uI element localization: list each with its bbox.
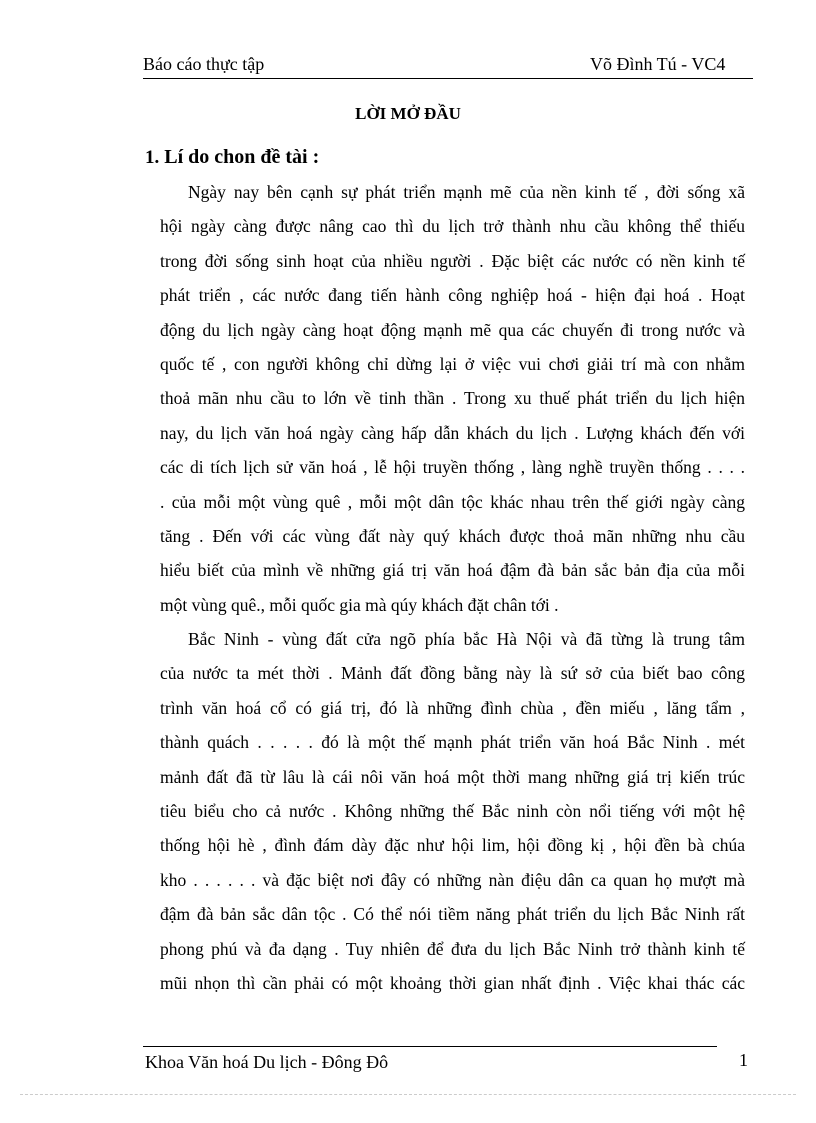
section-heading (145, 146, 319, 169)
paragraph-line: động du lịch ngày càng hoạt động mạnh mẽ qua các chuyến đi trong nước và (160, 319, 745, 340)
paragraph-line: mảnh đất đã từ lâu là cái nôi văn hoá một thời mang những giá trị kiến trúc (160, 766, 745, 787)
paragraph-1 (160, 175, 745, 622)
paragraph-line: trong đời sống sinh hoạt của nhiều người . Đặc biệt các nước có nền kinh tế (160, 250, 745, 271)
page-title: LỜI MỞ ĐẦU (355, 104, 461, 123)
paragraph-line: đậm đà bản sắc dân tộc . Có thể nói tiềm năng phát triển du lịch Bắc Ninh rất (160, 904, 745, 925)
paragraph-line: thành quách . . . . . đó là một thế mạnh phát triển văn hoá Bắc Ninh . mét (160, 732, 745, 753)
paragraph-line: hiểu biết của mình về những giá trị văn hoá đậm đà bản sắc bản địa của mỗi (160, 560, 745, 581)
paragraph-line: phong phú và đa dạng . Tuy nhiên để đưa du lịch Bắc Ninh trở thành kinh tế (160, 938, 745, 959)
footer-rule (143, 1046, 717, 1047)
section-heading-text: Lí do chon đề tài : (164, 146, 320, 168)
paragraph-line: một vùng quê., mỗi quốc gia mà qúy khách đặt chân tới . (160, 594, 559, 615)
paragraph-line: Ngày nay bên cạnh sự phát triển mạnh mẽ của nền kinh tế , đời sống xã (188, 182, 745, 202)
paragraph-line: Bắc Ninh - vùng đất cửa ngõ phía bắc Hà Nội và đã từng là trung tâm (188, 629, 745, 649)
page-number: 1 (739, 1050, 748, 1070)
section-number: 1. (145, 147, 160, 168)
paragraph-line: thoả mãn nhu cầu to lớn về tinh thần . Trong xu thuế phát triển du lịch hiện (160, 388, 745, 409)
paragraph-line: quốc tế , con người không chỉ dừng lại ở việc vui chơi giải trí mà con nhằm (160, 353, 745, 374)
paragraph-line: của nước ta mét thời . Mảnh đất đồng bằng này là sứ sở của biết bao công (160, 663, 745, 684)
header-author: Võ Đình Tú - VC4 (590, 54, 726, 74)
paragraph-line: . của mỗi một vùng quê , mỗi một dân tộc khác nhau trên thế giới ngày càng (160, 491, 745, 512)
paragraph-line: nay, du lịch văn hoá ngày càng hấp dẫn khách du lịch . Lượng khách đến với (160, 422, 745, 443)
paragraph-line: các di tích lịch sử văn hoá , lễ hội truyền thống , làng nghề truyền thống . . . . (160, 457, 745, 478)
header-report-title: Báo cáo thực tập (143, 54, 265, 74)
paragraph-line: hội ngày càng được nâng cao thì du lịch trở thành nhu cầu không thể thiếu (160, 216, 745, 237)
paragraph-line: phát triển , các nước đang tiến hành công nghiệp hoá - hiện đại hoá . Hoạt (160, 285, 745, 306)
paragraph-2 (160, 622, 745, 1000)
paragraph-line: mũi nhọn thì cần phải có một khoảng thời gian nhất định . Việc khai thác các (160, 972, 745, 993)
paragraph-line: kho . . . . . . và đặc biệt nơi đây có những nàn điệu dân ca quan họ mượt mà (160, 869, 745, 890)
footer-department: Khoa Văn hoá Du lịch - Đông Đô (145, 1052, 389, 1072)
page-edge-divider (20, 1094, 796, 1095)
paragraph-line: tăng . Đến với các vùng đất này quý khách được thoả mãn những nhu cầu (160, 525, 745, 546)
paragraph-line: thống hội hè , đình đám dày đặc như hội lim, hội đồng kị , hội đền bà chúa (160, 835, 745, 856)
paragraph-line: tiêu biểu cho cả nước . Không những thế Bắc ninh còn nổi tiếng với một hệ (160, 800, 745, 821)
paragraph-line: trình văn hoá cổ có giá trị, đó là những đình chùa , đền miếu , lăng tẩm , (160, 697, 745, 718)
